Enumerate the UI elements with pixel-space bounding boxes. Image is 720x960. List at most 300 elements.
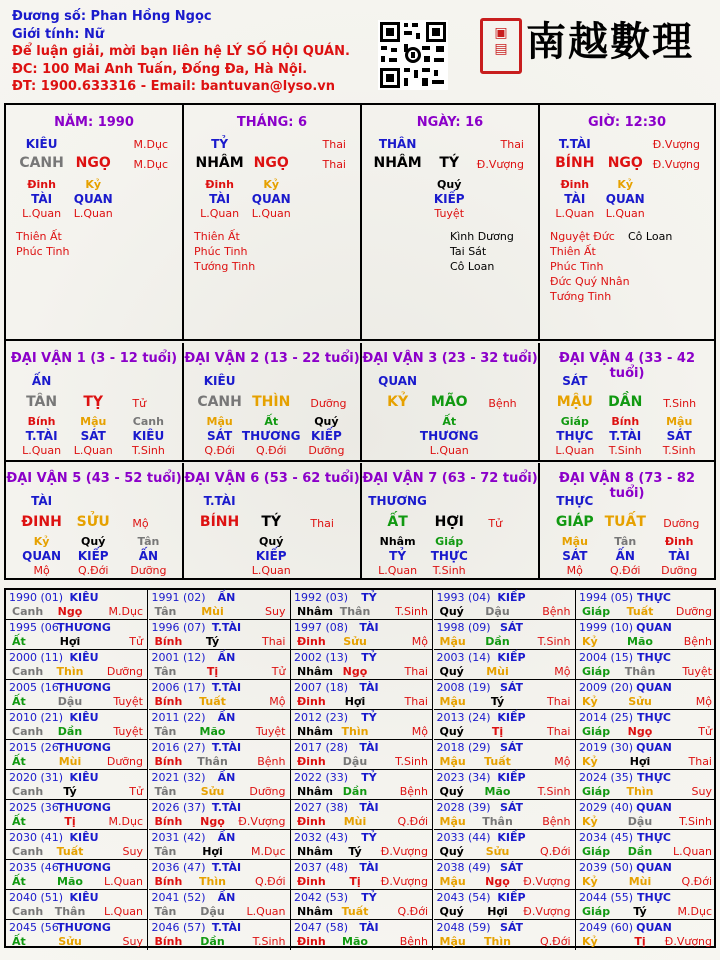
dai-van-hidden-god: T.TÀI bbox=[25, 429, 58, 443]
year-god: THỰC bbox=[637, 711, 671, 724]
year-life-stage: Tuyệt bbox=[255, 725, 286, 738]
year-life-stage: L.Quan bbox=[104, 875, 143, 888]
year-life-stage: Q.Đới bbox=[540, 935, 571, 948]
year-life-stage: Dưỡng bbox=[675, 605, 712, 618]
pillar-title: THÁNG: 6 bbox=[236, 115, 308, 130]
year-god: KIẾP bbox=[497, 771, 526, 784]
year-stem: Tân bbox=[154, 725, 177, 738]
dai-van-title: ĐẠI VẬN 8 (73 - 82 tuổi) bbox=[559, 471, 695, 501]
dai-van-hidden-stem: Mậu bbox=[561, 535, 588, 548]
year-cell bbox=[6, 710, 148, 740]
hidden-stage: L.Quan bbox=[555, 207, 595, 220]
year-god: KIẾP bbox=[497, 711, 526, 724]
year-cell bbox=[149, 830, 291, 860]
year-cell bbox=[291, 710, 433, 740]
dai-van-cell bbox=[184, 343, 362, 462]
year-branch: Hợi bbox=[344, 695, 366, 708]
year-stem: Bính bbox=[154, 815, 183, 828]
year-cell bbox=[576, 650, 716, 680]
year-branch: Hợi bbox=[202, 845, 223, 858]
dai-van-title: ĐẠI VẬN 3 (23 - 32 tuổi) bbox=[362, 351, 538, 366]
year-god: SÁT bbox=[499, 681, 524, 694]
dai-van-hidden-stem: Ất bbox=[442, 415, 457, 428]
pillar-cell bbox=[184, 105, 362, 341]
year-label: 1997 (08) bbox=[294, 621, 349, 634]
year-cell bbox=[576, 740, 716, 770]
dai-van-title: ĐẠI VẬN 1 (3 - 12 tuổi) bbox=[10, 351, 178, 366]
dai-van-title: ĐẠI VẬN 5 (43 - 52 tuổi) bbox=[6, 471, 182, 486]
year-cell bbox=[6, 800, 148, 830]
can-god: THÂN bbox=[378, 137, 417, 151]
year-god: TÀI bbox=[359, 681, 379, 694]
year-stem: Nhâm bbox=[297, 665, 333, 678]
dai-van-title: ĐẠI VẬN 7 (63 - 72 tuổi) bbox=[362, 471, 538, 486]
dai-van-hidden-god: THỰC bbox=[556, 429, 594, 443]
hidden-god: QUAN bbox=[605, 192, 645, 206]
header-line: ĐC: 100 Mai Anh Tuấn, Đống Đa, Hà Nội. bbox=[12, 61, 308, 77]
earthly-branch: NGỌ bbox=[607, 155, 643, 171]
year-stem: Đinh bbox=[297, 875, 326, 888]
year-label: 2020 (31) bbox=[9, 771, 64, 784]
year-life-stage: Mộ bbox=[554, 665, 571, 678]
year-life-stage: L.Quan bbox=[104, 905, 143, 918]
year-label: 2049 (60) bbox=[579, 921, 634, 934]
year-cell bbox=[6, 650, 148, 680]
year-branch: Sửu bbox=[200, 785, 225, 798]
year-branch: Thìn bbox=[484, 935, 511, 948]
year-label: 2043 (54) bbox=[436, 891, 491, 904]
year-stem: Canh bbox=[12, 845, 44, 858]
dai-van-life-stage: Dưỡng bbox=[310, 397, 347, 410]
dai-van-hidden-god: TÀI bbox=[668, 549, 690, 563]
year-label: 1999 (10) bbox=[579, 621, 634, 634]
year-stem: Kỷ bbox=[582, 815, 598, 828]
dai-van-hidden-stem: Giáp bbox=[560, 415, 589, 428]
year-god: QUAN bbox=[636, 801, 672, 814]
star-auspicious: Đức Quý Nhân bbox=[550, 275, 630, 288]
year-cell bbox=[576, 860, 716, 890]
year-god: ẤN bbox=[217, 711, 236, 724]
branch-life-stage: Thai bbox=[322, 158, 346, 171]
year-cell bbox=[434, 770, 576, 800]
year-branch: Mão bbox=[342, 935, 368, 948]
dai-van-hidden-god: THƯƠNG bbox=[419, 429, 479, 443]
year-branch: Tị bbox=[491, 725, 504, 738]
year-branch: Dậu bbox=[485, 605, 510, 618]
year-cell bbox=[291, 920, 433, 950]
year-god: KIẾP bbox=[497, 651, 526, 664]
year-life-stage: M.Dục bbox=[251, 845, 286, 858]
dai-van-hidden-god: SÁT bbox=[80, 429, 106, 443]
dai-van-cell bbox=[540, 343, 714, 462]
year-life-stage: Tử bbox=[698, 725, 712, 738]
heavenly-stem: CANH bbox=[19, 155, 64, 171]
dai-van-cell bbox=[6, 463, 184, 580]
year-cell bbox=[6, 590, 148, 620]
year-stem: Canh bbox=[12, 905, 44, 918]
year-label: 2044 (55) bbox=[579, 891, 634, 904]
year-branch: Tý bbox=[348, 845, 362, 858]
year-label: 2013 (24) bbox=[436, 711, 491, 724]
year-stem: Nhâm bbox=[297, 605, 333, 618]
year-god: QUAN bbox=[636, 681, 672, 694]
year-stem: Ất bbox=[12, 755, 26, 768]
year-branch: Mùi bbox=[486, 665, 509, 678]
year-stem: Mậu bbox=[439, 635, 466, 648]
year-label: 2006 (17) bbox=[151, 681, 206, 694]
pillar-title: NGÀY: 16 bbox=[416, 115, 484, 130]
year-label: 2007 (18) bbox=[294, 681, 349, 694]
year-cell bbox=[291, 650, 433, 680]
dai-van-hidden-stem: Mậu bbox=[206, 415, 233, 428]
year-life-stage: Q.Đới bbox=[397, 905, 428, 918]
year-label: 2019 (30) bbox=[579, 741, 634, 754]
year-stem: Tân bbox=[154, 785, 177, 798]
dai-van-hidden-stage: T.Sinh bbox=[662, 444, 696, 457]
year-cell bbox=[6, 770, 148, 800]
star-auspicious: Thiên Ất bbox=[16, 230, 62, 243]
dai-van-hidden-stage: Dưỡng bbox=[130, 564, 167, 577]
dai-van-hidden-stage: L.Quan bbox=[251, 564, 291, 577]
header-line: Đương số: Phan Hồng Ngọc bbox=[12, 9, 212, 24]
can-god: T.TÀI bbox=[558, 137, 591, 151]
year-stem: Bính bbox=[154, 755, 183, 768]
year-branch: Tuất bbox=[56, 845, 84, 858]
year-branch: Tý bbox=[205, 635, 220, 648]
pillar-cell bbox=[6, 105, 184, 341]
year-stem: Đinh bbox=[297, 815, 326, 828]
year-god: KIẾP bbox=[497, 831, 526, 844]
year-stem: Đinh bbox=[297, 755, 326, 768]
year-life-stage: Tuyệt bbox=[682, 665, 712, 678]
dai-van-hidden-stage: T.Sinh bbox=[131, 444, 165, 457]
hidden-stage: L.Quan bbox=[605, 207, 645, 220]
year-cell bbox=[291, 740, 433, 770]
year-label: 2027 (38) bbox=[294, 801, 349, 814]
year-cell bbox=[291, 770, 433, 800]
year-god: ẤN bbox=[217, 831, 236, 844]
year-stem: Canh bbox=[12, 665, 44, 678]
year-label: 2047 (58) bbox=[294, 921, 349, 934]
year-god: T.TÀI bbox=[211, 861, 242, 874]
year-god: KIÊU bbox=[69, 591, 99, 604]
header-line: Giới tính: Nữ bbox=[12, 26, 105, 42]
dai-van-branch: TUẤT bbox=[604, 514, 646, 530]
year-label: 1993 (04) bbox=[436, 591, 491, 604]
dai-van-hidden-stage: T.Sinh bbox=[432, 564, 466, 577]
year-stem: Bính bbox=[154, 935, 183, 948]
year-life-stage: Đ.Vượng bbox=[523, 905, 571, 918]
year-cell bbox=[149, 860, 291, 890]
year-life-stage: L.Quan bbox=[673, 845, 712, 858]
year-label: 2002 (13) bbox=[294, 651, 349, 664]
branch-life-stage: M.Dục bbox=[133, 158, 168, 171]
dai-van-god: ẤN bbox=[31, 374, 52, 388]
dai-van-title: ĐẠI VẬN 6 (53 - 62 tuổi) bbox=[184, 471, 360, 486]
year-life-stage: Mộ bbox=[695, 695, 712, 708]
year-branch: Sửu bbox=[58, 935, 82, 948]
year-god: ẤN bbox=[217, 891, 236, 904]
hidden-stem: Kỷ bbox=[617, 178, 634, 191]
dai-van-hidden-stage: Q.Đới bbox=[204, 444, 235, 457]
year-life-stage: T.Sinh bbox=[537, 785, 571, 798]
star-auspicious: Phúc Tinh bbox=[194, 245, 248, 258]
year-god: QUAN bbox=[636, 621, 672, 634]
year-cell bbox=[291, 680, 433, 710]
year-god: KIÊU bbox=[69, 831, 99, 844]
year-branch: Thân bbox=[482, 815, 513, 828]
year-god: T.TÀI bbox=[211, 741, 242, 754]
hidden-stem: Kỷ bbox=[85, 178, 102, 191]
dai-van-god: KIÊU bbox=[203, 374, 236, 388]
year-life-stage: Tử bbox=[129, 635, 143, 648]
dai-van-hidden-god: ẤN bbox=[615, 549, 635, 563]
year-god: THƯƠNG bbox=[57, 681, 111, 694]
year-life-stage: Đ.Vượng bbox=[664, 935, 712, 948]
year-life-stage: Q.Đới bbox=[540, 845, 571, 858]
year-god: THỰC bbox=[637, 591, 671, 604]
dai-van-hidden-stem: Quý bbox=[314, 415, 339, 428]
branch-life-stage: Đ.Vượng bbox=[652, 158, 700, 171]
year-stem: Tân bbox=[154, 665, 177, 678]
dai-van-stem: GIÁP bbox=[555, 514, 594, 530]
dai-van-hidden-god: KIÊU bbox=[132, 429, 165, 443]
year-label: 2018 (29) bbox=[436, 741, 491, 754]
star-auspicious: Thiên Ất bbox=[550, 245, 596, 258]
year-life-stage: Đ.Vượng bbox=[523, 875, 571, 888]
star-inauspicious: Cô Loan bbox=[628, 230, 673, 243]
year-life-stage: Suy bbox=[122, 845, 143, 858]
year-cell bbox=[434, 860, 576, 890]
year-branch: Tuất bbox=[626, 605, 654, 618]
year-branch: Thân bbox=[197, 755, 228, 768]
branch-life-stage: Đ.Vượng bbox=[476, 158, 524, 171]
dai-van-hidden-stage: L.Quan bbox=[555, 444, 595, 457]
hidden-god: TÀI bbox=[31, 192, 53, 206]
star-auspicious: Nguyệt Đức bbox=[550, 230, 615, 243]
year-cell bbox=[291, 890, 433, 920]
year-god: T.TÀI bbox=[211, 801, 242, 814]
earthly-branch: NGỌ bbox=[75, 155, 111, 171]
year-cell bbox=[149, 890, 291, 920]
year-label: 2014 (25) bbox=[579, 711, 634, 724]
dai-van-branch: HỢI bbox=[434, 514, 464, 530]
hidden-stage: L.Quan bbox=[200, 207, 240, 220]
dai-van-hidden-stem: Ất bbox=[264, 415, 279, 428]
year-cell bbox=[291, 830, 433, 860]
year-branch: Thìn bbox=[626, 785, 654, 798]
year-stem: Bính bbox=[154, 875, 183, 888]
year-label: 2003 (14) bbox=[436, 651, 491, 664]
year-god: THƯƠNG bbox=[57, 801, 111, 814]
year-life-stage: Q.Đới bbox=[397, 815, 428, 828]
dai-van-cell bbox=[184, 463, 362, 580]
star-inauspicious: Cô Loan bbox=[450, 260, 495, 273]
year-life-stage: M.Dục bbox=[108, 815, 143, 828]
year-label: 2046 (57) bbox=[151, 921, 206, 934]
year-cell bbox=[291, 620, 433, 650]
year-life-stage: Tuyệt bbox=[113, 725, 143, 738]
year-god: ẤN bbox=[217, 591, 236, 604]
year-cell bbox=[6, 620, 148, 650]
year-cell bbox=[149, 800, 291, 830]
year-stem: Mậu bbox=[439, 815, 466, 828]
dai-van-hidden-stem: Đinh bbox=[664, 535, 694, 548]
year-god: TỶ bbox=[361, 591, 377, 604]
year-god: TỶ bbox=[361, 651, 377, 664]
year-cell bbox=[6, 830, 148, 860]
year-branch: Mùi bbox=[58, 755, 82, 768]
dai-van-cell bbox=[362, 343, 540, 462]
year-god: TỶ bbox=[361, 771, 377, 784]
year-god: TÀI bbox=[359, 621, 379, 634]
year-life-stage: L.Quan bbox=[246, 905, 286, 918]
year-stem: Quý bbox=[439, 725, 464, 738]
year-cell bbox=[576, 890, 716, 920]
year-god: SÁT bbox=[499, 741, 524, 754]
year-life-stage: Đ.Vượng bbox=[380, 875, 428, 888]
year-branch: Dần bbox=[342, 785, 368, 798]
year-god: THỰC bbox=[637, 651, 671, 664]
dai-van-hidden-stem: Mậu bbox=[80, 415, 107, 428]
year-god: T.TÀI bbox=[211, 681, 242, 694]
dai-van-hidden-stem: Bính bbox=[27, 415, 56, 428]
dai-van-branch: SỬU bbox=[76, 514, 110, 530]
star-inauspicious: Tai Sát bbox=[450, 245, 487, 258]
year-branch: Dần bbox=[485, 635, 510, 648]
year-branch: Tị bbox=[64, 815, 76, 828]
chart-owner-header bbox=[12, 8, 352, 96]
year-life-stage: Q.Đới bbox=[681, 875, 712, 888]
year-branch: Mùi bbox=[201, 605, 224, 618]
year-label: 2035 (46) bbox=[9, 861, 64, 874]
year-life-stage: T.Sinh bbox=[252, 935, 286, 948]
year-cell bbox=[6, 860, 148, 890]
year-life-stage: T.Sinh bbox=[395, 605, 428, 618]
dai-van-hidden-stage: Dưỡng bbox=[308, 444, 345, 457]
year-cell bbox=[149, 920, 291, 950]
year-label: 2029 (40) bbox=[579, 801, 634, 814]
dai-van-hidden-god: SÁT bbox=[666, 429, 692, 443]
hidden-god: TÀI bbox=[209, 192, 231, 206]
year-label: 2008 (19) bbox=[436, 681, 491, 694]
heavenly-stem: NHÂM bbox=[373, 155, 422, 171]
year-branch: Tý bbox=[63, 785, 77, 798]
dai-van-life-stage: Bệnh bbox=[488, 397, 517, 410]
year-stem: Quý bbox=[439, 605, 464, 618]
year-cell bbox=[434, 830, 576, 860]
year-branch: Mão bbox=[627, 635, 653, 648]
year-label: 2033 (44) bbox=[436, 831, 491, 844]
year-label: 1995 (06) bbox=[9, 621, 64, 634]
star-inauspicious: Kình Dương bbox=[450, 230, 514, 243]
stem-life-stage: Thai bbox=[500, 138, 524, 151]
dai-van-hidden-stem: Kỷ bbox=[33, 535, 50, 548]
dai-van-stem: CANH bbox=[197, 394, 242, 410]
dai-van-hidden-stage: L.Quan bbox=[73, 444, 113, 457]
hidden-stem: Quý bbox=[437, 178, 462, 191]
year-stem: Giáp bbox=[582, 845, 611, 858]
stem-life-stage: Đ.Vượng bbox=[652, 138, 700, 151]
year-god: KIÊU bbox=[69, 711, 99, 724]
year-stem: Ất bbox=[12, 815, 26, 828]
year-stem: Mậu bbox=[439, 935, 466, 948]
hidden-stage: L.Quan bbox=[73, 207, 113, 220]
year-branch: Dậu bbox=[57, 695, 83, 708]
year-cell bbox=[149, 590, 291, 620]
year-cell bbox=[434, 710, 576, 740]
year-branch: Ngọ bbox=[342, 665, 368, 678]
year-stem: Canh bbox=[12, 785, 44, 798]
year-branch: Thìn bbox=[56, 665, 84, 678]
dai-van-hidden-stage: T.Sinh bbox=[608, 444, 642, 457]
year-stem: Mậu bbox=[439, 755, 466, 768]
year-branch: Hợi bbox=[487, 905, 508, 918]
year-label: 2032 (43) bbox=[294, 831, 349, 844]
year-god: THỰC bbox=[637, 831, 671, 844]
year-cell bbox=[434, 650, 576, 680]
dai-van-life-stage: T.Sinh bbox=[663, 397, 697, 410]
year-stem: Giáp bbox=[582, 725, 611, 738]
dai-van-hidden-stage: L.Quan bbox=[22, 444, 62, 457]
dai-van-stem: ĐINH bbox=[21, 514, 62, 530]
year-life-stage: M.Dục bbox=[677, 905, 712, 918]
year-life-stage: Q.Đới bbox=[255, 875, 286, 888]
year-stem: Canh bbox=[12, 725, 44, 738]
hidden-stem: Kỷ bbox=[263, 178, 280, 191]
brand-logo: 南越數理 bbox=[526, 18, 694, 65]
hidden-stage: L.Quan bbox=[251, 207, 291, 220]
hidden-stem: Đinh bbox=[560, 178, 590, 191]
year-label: 1998 (09) bbox=[436, 621, 491, 634]
dai-van-life-stage: Tử bbox=[132, 397, 147, 410]
year-label: 2001 (12) bbox=[151, 651, 206, 664]
year-life-stage: T.Sinh bbox=[537, 635, 571, 648]
dai-van-life-stage: Thai bbox=[310, 517, 334, 530]
year-life-stage: Suy bbox=[265, 605, 286, 618]
dai-van-god: T.TÀI bbox=[203, 494, 236, 508]
year-cell bbox=[434, 800, 576, 830]
year-stem: Kỷ bbox=[582, 875, 598, 888]
dai-van-branch: MÃO bbox=[430, 394, 468, 410]
year-stem: Bính bbox=[154, 695, 183, 708]
dai-van-stem: ẤT bbox=[387, 514, 408, 530]
year-branch: Sửu bbox=[485, 845, 510, 858]
dai-van-stem: MẬU bbox=[556, 394, 593, 410]
year-god: SÁT bbox=[499, 861, 524, 874]
dai-van-god: SÁT bbox=[562, 374, 588, 388]
year-label: 2023 (34) bbox=[436, 771, 491, 784]
year-cell bbox=[576, 710, 716, 740]
year-stem: Nhâm bbox=[297, 905, 333, 918]
year-stem: Mậu bbox=[439, 875, 466, 888]
year-god: KIÊU bbox=[69, 771, 99, 784]
year-branch: Sửu bbox=[628, 695, 652, 708]
year-god: TÀI bbox=[359, 921, 379, 934]
year-branch: Tị bbox=[349, 875, 361, 888]
year-label: 2040 (51) bbox=[9, 891, 64, 904]
year-stem: Tân bbox=[154, 845, 177, 858]
year-god: TÀI bbox=[359, 801, 379, 814]
year-cell bbox=[434, 680, 576, 710]
year-life-stage: Thai bbox=[404, 695, 428, 708]
year-branch: Tị bbox=[206, 665, 219, 678]
year-cell bbox=[291, 590, 433, 620]
year-branch: Ngọ bbox=[200, 815, 225, 828]
year-label: 2005 (16) bbox=[9, 681, 64, 694]
year-stem: Ất bbox=[12, 875, 26, 888]
year-cell bbox=[434, 890, 576, 920]
